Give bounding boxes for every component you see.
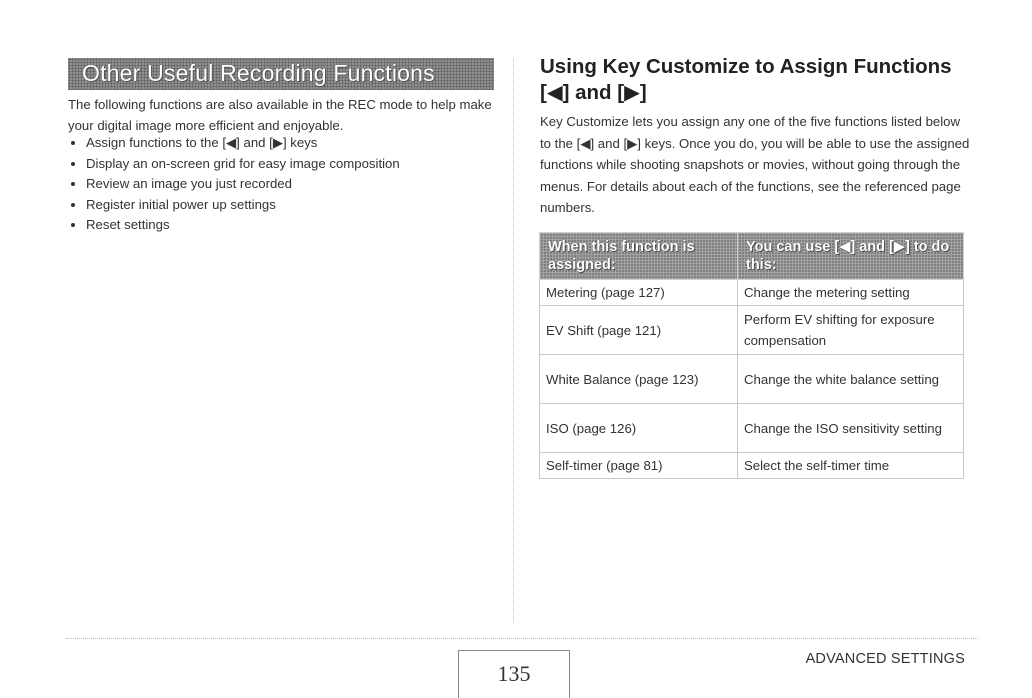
- feature-list: [68, 133, 498, 236]
- page-number-box: [458, 650, 570, 698]
- section-heading: Using Key Customize to Assign Functions [◀] and [▶]: [540, 55, 952, 104]
- table-header-cell: You can use [◀] and [▶] to do this:: [738, 233, 964, 280]
- table-cell: Self-timer (page 81): [540, 453, 738, 479]
- table-cell: Select the self-timer time: [738, 453, 964, 479]
- table-header-cell: When this function is assigned:: [540, 233, 738, 280]
- list-item: Register initial power up settings: [68, 195, 498, 216]
- table-cell: Perform EV shifting for exposure compensation: [738, 306, 964, 355]
- footer-section-label: ADVANCED SETTINGS: [805, 651, 965, 667]
- table-cell: White Balance (page 123): [540, 355, 738, 404]
- list-item: Review an image you just recorded: [68, 174, 498, 195]
- table-cell: EV Shift (page 121): [540, 306, 738, 355]
- footer-divider: [66, 638, 978, 639]
- table-cell: Change the white balance setting: [738, 355, 964, 404]
- table-row: [540, 306, 964, 355]
- section-banner: [68, 58, 494, 90]
- table-row: [540, 280, 964, 306]
- table-row: [540, 404, 964, 453]
- page-number: 135: [497, 661, 531, 686]
- list-item: Assign functions to the [◀] and [▶] keys: [68, 133, 498, 154]
- table-cell: ISO (page 126): [540, 404, 738, 453]
- table-cell: Change the metering setting: [738, 280, 964, 306]
- function-table: [539, 232, 964, 479]
- list-item: Display an on-screen grid for easy image composition: [68, 154, 498, 175]
- intro-paragraph: The following functions are also available in the REC mode to help make your digital image more efficient and enjoyable.: [68, 97, 492, 133]
- table-cell: Metering (page 127): [540, 280, 738, 306]
- table-row: [540, 355, 964, 404]
- list-item: Reset settings: [68, 215, 498, 236]
- table-row: [540, 453, 964, 479]
- column-divider: [513, 58, 514, 623]
- section-banner-title: Other Useful Recording Functions: [82, 60, 435, 86]
- table-cell: Change the ISO sensitivity setting: [738, 404, 964, 453]
- table-header-row: [540, 233, 964, 280]
- body-paragraph: Key Customize lets you assign any one of the five functions listed below to the [◀] and [▶] keys. Once you do, you will be able to use the assigned functions while shooting snapshots or movies, without going through the menus. For details about each of the functions, see the referenced page numbers.: [540, 114, 970, 215]
